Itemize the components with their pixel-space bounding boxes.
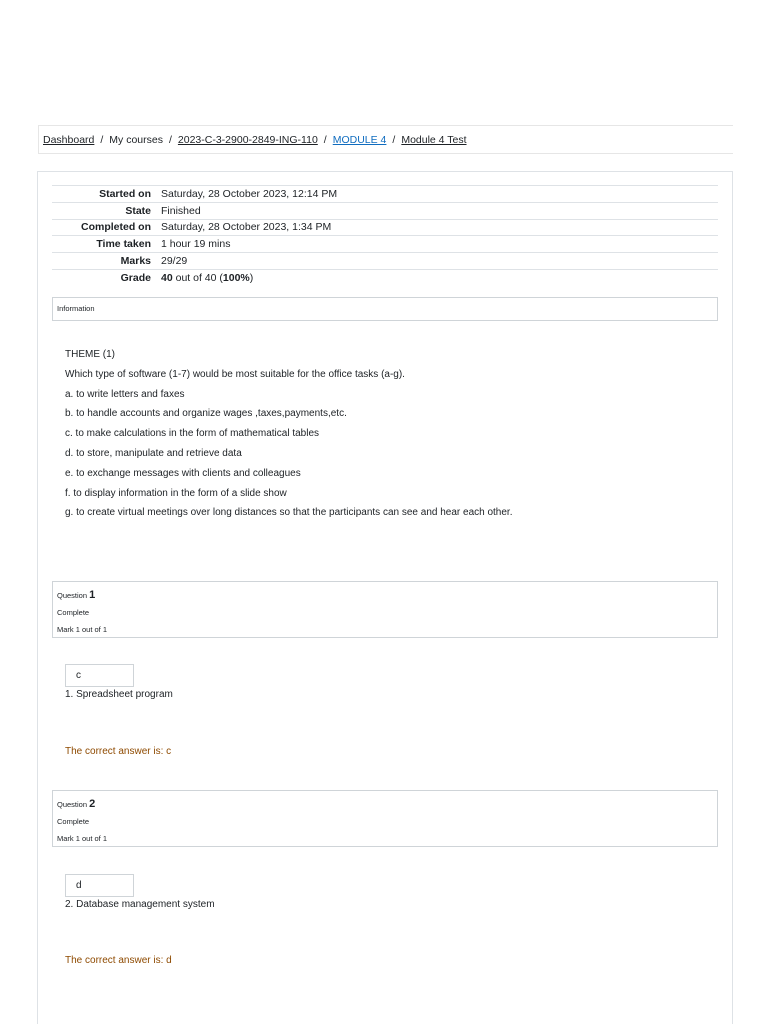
question-2-answer-field[interactable]: d [65,874,134,897]
theme-task-f: f. to display information in the form of a slide show [65,487,287,499]
theme-task-b: b. to handle accounts and organize wages ,taxes,payments,etc. [65,408,347,420]
theme-task-d: d. to store, manipulate and retrieve data [65,447,242,459]
theme-title: THEME (1) [65,349,115,360]
summary-label: Started on [99,187,151,200]
summary-value: 1 hour 19 mins [161,238,231,251]
question-prefix: Question [57,800,88,809]
breadcrumb-separator: / [168,133,172,146]
grade-end: ) [249,272,254,285]
summary-row-time-taken [52,236,718,253]
summary-value: Saturday, 28 October 2023, 12:14 PM [161,187,338,200]
breadcrumb-separator: / [100,133,104,146]
breadcrumb-my-courses: My courses [109,133,163,146]
question-1-label: 1. Spreadsheet program [65,689,173,700]
theme-question: Which type of software (1-7) would be most suitable for the office tasks (a-g). [65,368,405,380]
theme-task-a: a. to write letters and faxes [65,388,185,400]
breadcrumb-separator: / [323,133,327,146]
question-2-label: 2. Database management system [65,899,215,910]
question-1-correct-answer: The correct answer is: c [65,746,172,757]
theme-task-g: g. to create virtual meetings over long distances so that the participants can see and hear each other. [65,507,513,519]
question-mark: Mark 1 out of 1 [57,834,108,843]
question-mark: Mark 1 out of 1 [57,625,108,634]
quiz-summary-table [52,185,718,286]
question-number: 2 [89,798,96,810]
breadcrumb-separator: / [392,133,396,146]
grade-middle: out of 40 ( [172,272,223,285]
summary-row-grade [52,269,718,286]
summary-value: Saturday, 28 October 2023, 1:34 PM [161,221,332,234]
grade-score: 40 [161,272,173,285]
question-status: Complete [57,608,90,617]
summary-label: State [125,204,151,217]
theme-task-e: e. to exchange messages with clients and colleagues [65,467,301,479]
question-1-info [52,581,718,638]
summary-row-marks [52,253,718,270]
question-1-answer-field[interactable]: c [65,664,134,687]
breadcrumb-module-link[interactable]: MODULE 4 [332,133,387,146]
theme-instructions [65,348,725,526]
summary-row-state [52,202,718,219]
breadcrumb [38,125,733,154]
theme-task-c: c. to make calculations in the form of mathematical tables [65,428,320,440]
summary-label: Completed on [81,221,151,234]
summary-label: Time taken [96,238,151,251]
summary-row-completed [52,219,718,236]
question-2-info [52,790,718,847]
summary-value: 29/29 [161,255,188,268]
grade-value [161,269,718,286]
question-prefix: Question [57,591,88,600]
breadcrumb-dashboard-link[interactable]: Dashboard [43,133,95,146]
summary-label: Marks [120,255,151,268]
breadcrumb-test-link[interactable]: Module 4 Test [401,133,467,146]
summary-label: Grade [120,272,151,285]
grade-percent: 100% [222,272,250,285]
information-header [52,297,718,321]
question-number: 1 [89,589,96,601]
question-2-correct-answer: The correct answer is: d [65,955,172,966]
information-label: Information [57,304,95,313]
summary-value: Finished [161,204,201,217]
breadcrumb-course-link[interactable]: 2023-C-3-2900-2849-ING-110 [177,133,318,146]
question-status: Complete [57,817,90,826]
summary-row-started [52,186,718,203]
